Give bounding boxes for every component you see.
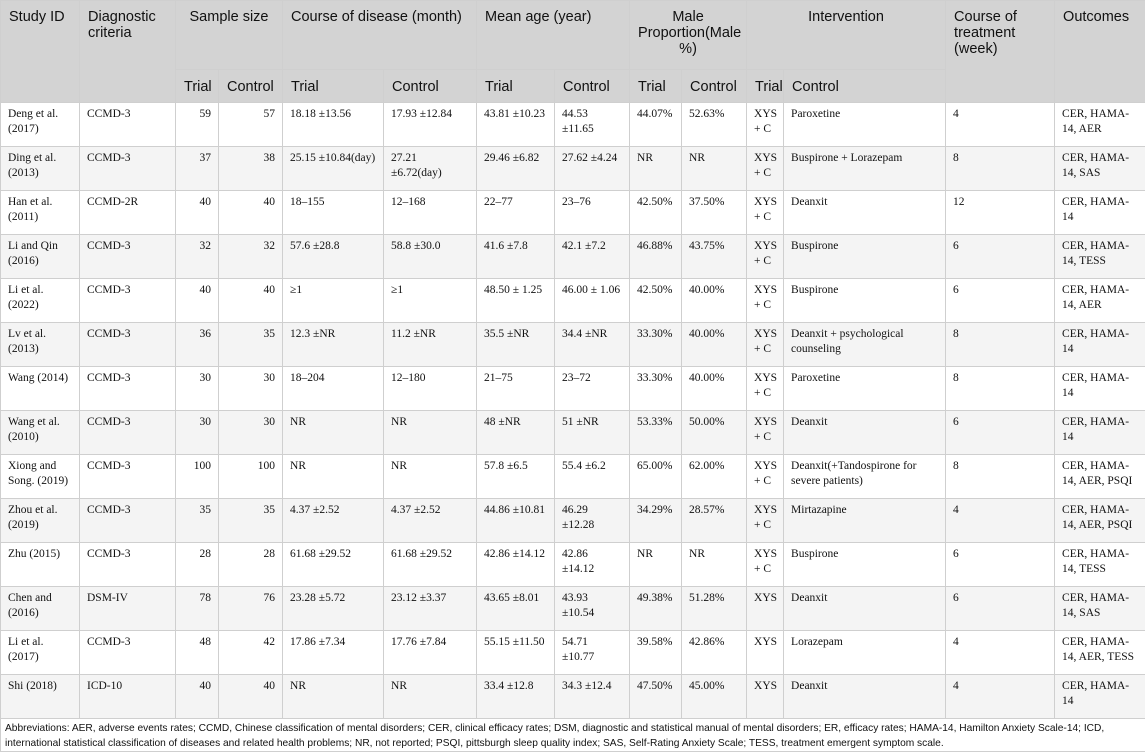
intervention-control-cell: Lorazepam [784, 631, 946, 675]
study-id-cell: Li and Qin (2016) [1, 235, 80, 279]
outcomes-cell: CER, HAMA-14 [1055, 411, 1145, 455]
outcomes-cell: CER, HAMA-14, AER, PSQI [1055, 499, 1145, 543]
course-control-cell: 17.76 ±7.84 [384, 631, 477, 675]
intervention-trial-cell: XYS + C [747, 103, 784, 147]
course-control-cell: 12–180 [384, 367, 477, 411]
intervention-control-cell: Deanxit(+Tandospirone for severe patients) [784, 455, 946, 499]
intervention-trial-cell: XYS + C [747, 499, 784, 543]
male-trial-cell: 65.00% [630, 455, 682, 499]
diagnostic-criteria-cell: CCMD-3 [80, 543, 176, 587]
course-trial-cell: 12.3 ±NR [283, 323, 384, 367]
male-control-cell: 42.86% [682, 631, 747, 675]
header-age-trial: Trial [477, 70, 555, 103]
treatment-weeks-cell: 8 [946, 455, 1055, 499]
sample-control-cell: 30 [219, 411, 283, 455]
age-control-cell: 34.4 ±NR [555, 323, 630, 367]
table-row [1, 191, 1145, 235]
age-trial-cell: 48.50 ± 1.25 [477, 279, 555, 323]
table-row [1, 147, 1145, 191]
age-trial-cell: 48 ±NR [477, 411, 555, 455]
sample-trial-cell: 40 [176, 279, 219, 323]
sample-control-cell: 40 [219, 279, 283, 323]
age-control-cell: 42.86 ±14.12 [555, 543, 630, 587]
sample-trial-cell: 28 [176, 543, 219, 587]
male-control-cell: 51.28% [682, 587, 747, 631]
header-cod-trial: Trial [283, 70, 384, 103]
study-id-cell: Li et al. (2017) [1, 631, 80, 675]
course-trial-cell: 25.15 ±10.84(day) [283, 147, 384, 191]
intervention-trial-cell: XYS + C [747, 367, 784, 411]
sample-control-cell: 32 [219, 235, 283, 279]
course-control-cell: ≥1 [384, 279, 477, 323]
intervention-trial-cell: XYS + C [747, 323, 784, 367]
intervention-control-cell: Mirtazapine [784, 499, 946, 543]
treatment-weeks-cell: 4 [946, 675, 1055, 719]
course-trial-cell: 4.37 ±2.52 [283, 499, 384, 543]
sample-trial-cell: 30 [176, 367, 219, 411]
age-trial-cell: 21–75 [477, 367, 555, 411]
header-int-trial: Trial [747, 70, 784, 103]
intervention-control-cell: Deanxit [784, 587, 946, 631]
intervention-control-cell: Buspirone [784, 279, 946, 323]
header-outcomes: Outcomes [1055, 1, 1145, 103]
outcomes-cell: CER, HAMA-14, TESS [1055, 235, 1145, 279]
table-row [1, 587, 1145, 631]
treatment-weeks-cell: 6 [946, 235, 1055, 279]
age-trial-cell: 43.65 ±8.01 [477, 587, 555, 631]
course-trial-cell: 18–204 [283, 367, 384, 411]
age-trial-cell: 57.8 ±6.5 [477, 455, 555, 499]
age-trial-cell: 55.15 ±11.50 [477, 631, 555, 675]
table-row [1, 367, 1145, 411]
male-trial-cell: 46.88% [630, 235, 682, 279]
outcomes-cell: CER, HAMA-14, AER, TESS [1055, 631, 1145, 675]
sample-trial-cell: 78 [176, 587, 219, 631]
sample-control-cell: 38 [219, 147, 283, 191]
course-control-cell: NR [384, 675, 477, 719]
male-control-cell: NR [682, 147, 747, 191]
male-control-cell: 40.00% [682, 279, 747, 323]
course-control-cell: 23.12 ±3.37 [384, 587, 477, 631]
age-control-cell: 34.3 ±12.4 [555, 675, 630, 719]
intervention-control-cell: Deanxit [784, 191, 946, 235]
course-trial-cell: NR [283, 675, 384, 719]
outcomes-cell: CER, HAMA-14, AER [1055, 103, 1145, 147]
treatment-weeks-cell: 4 [946, 631, 1055, 675]
table-row [1, 279, 1145, 323]
intervention-control-cell: Deanxit [784, 675, 946, 719]
male-control-cell: 52.63% [682, 103, 747, 147]
table-row [1, 235, 1145, 279]
outcomes-cell: CER, HAMA-14 [1055, 323, 1145, 367]
table-row [1, 411, 1145, 455]
sample-trial-cell: 48 [176, 631, 219, 675]
sample-control-cell: 76 [219, 587, 283, 631]
course-control-cell: 4.37 ±2.52 [384, 499, 477, 543]
male-trial-cell: 33.30% [630, 367, 682, 411]
header-mean-age: Mean age (year) [477, 1, 630, 70]
age-control-cell: 23–72 [555, 367, 630, 411]
intervention-trial-cell: XYS + C [747, 279, 784, 323]
course-trial-cell: 18.18 ±13.56 [283, 103, 384, 147]
intervention-trial-cell: XYS [747, 631, 784, 675]
male-control-cell: 50.00% [682, 411, 747, 455]
male-trial-cell: 34.29% [630, 499, 682, 543]
study-id-cell: Zhu (2015) [1, 543, 80, 587]
male-control-cell: 37.50% [682, 191, 747, 235]
header-male-control: Control [682, 70, 747, 103]
diagnostic-criteria-cell: CCMD-3 [80, 147, 176, 191]
male-control-cell: NR [682, 543, 747, 587]
outcomes-cell: CER, HAMA-14 [1055, 191, 1145, 235]
diagnostic-criteria-cell: ICD-10 [80, 675, 176, 719]
course-control-cell: 11.2 ±NR [384, 323, 477, 367]
sample-control-cell: 35 [219, 323, 283, 367]
study-id-cell: Xiong and Song. (2019) [1, 455, 80, 499]
course-control-cell: 17.93 ±12.84 [384, 103, 477, 147]
intervention-control-cell: Buspirone [784, 235, 946, 279]
table-row [1, 103, 1145, 147]
male-trial-cell: 47.50% [630, 675, 682, 719]
course-trial-cell: 23.28 ±5.72 [283, 587, 384, 631]
intervention-trial-cell: XYS [747, 675, 784, 719]
sample-control-cell: 57 [219, 103, 283, 147]
sample-control-cell: 28 [219, 543, 283, 587]
intervention-trial-cell: XYS + C [747, 147, 784, 191]
course-control-cell: 58.8 ±30.0 [384, 235, 477, 279]
header-int-control: Control [784, 70, 946, 103]
course-control-cell: NR [384, 411, 477, 455]
study-id-cell: Deng et al. (2017) [1, 103, 80, 147]
male-trial-cell: 39.58% [630, 631, 682, 675]
treatment-weeks-cell: 12 [946, 191, 1055, 235]
sample-control-cell: 100 [219, 455, 283, 499]
male-control-cell: 62.00% [682, 455, 747, 499]
sample-trial-cell: 100 [176, 455, 219, 499]
sample-control-cell: 40 [219, 191, 283, 235]
male-trial-cell: 44.07% [630, 103, 682, 147]
age-control-cell: 42.1 ±7.2 [555, 235, 630, 279]
intervention-trial-cell: XYS + C [747, 411, 784, 455]
diagnostic-criteria-cell: DSM-IV [80, 587, 176, 631]
intervention-control-cell: Paroxetine [784, 103, 946, 147]
course-trial-cell: 57.6 ±28.8 [283, 235, 384, 279]
sample-control-cell: 35 [219, 499, 283, 543]
sample-trial-cell: 32 [176, 235, 219, 279]
header-intervention: Intervention [747, 1, 946, 70]
intervention-trial-cell: XYS + C [747, 543, 784, 587]
sample-control-cell: 42 [219, 631, 283, 675]
diagnostic-criteria-cell: CCMD-3 [80, 279, 176, 323]
header-sample-control: Control [219, 70, 283, 103]
outcomes-cell: CER, HAMA-14, AER [1055, 279, 1145, 323]
age-control-cell: 23–76 [555, 191, 630, 235]
outcomes-cell: CER, HAMA-14, TESS [1055, 543, 1145, 587]
header-course-of-treatment: Course of treatment (week) [946, 1, 1055, 103]
treatment-weeks-cell: 8 [946, 323, 1055, 367]
male-control-cell: 45.00% [682, 675, 747, 719]
treatment-weeks-cell: 6 [946, 411, 1055, 455]
male-trial-cell: 53.33% [630, 411, 682, 455]
age-trial-cell: 35.5 ±NR [477, 323, 555, 367]
male-trial-cell: NR [630, 147, 682, 191]
course-trial-cell: NR [283, 411, 384, 455]
male-trial-cell: 33.30% [630, 323, 682, 367]
diagnostic-criteria-cell: CCMD-3 [80, 323, 176, 367]
male-trial-cell: 49.38% [630, 587, 682, 631]
intervention-control-cell: Buspirone + Lorazepam [784, 147, 946, 191]
treatment-weeks-cell: 4 [946, 499, 1055, 543]
course-trial-cell: 18–155 [283, 191, 384, 235]
study-id-cell: Wang (2014) [1, 367, 80, 411]
diagnostic-criteria-cell: CCMD-3 [80, 411, 176, 455]
intervention-control-cell: Deanxit + psychological counseling [784, 323, 946, 367]
header-male-trial: Trial [630, 70, 682, 103]
sample-control-cell: 30 [219, 367, 283, 411]
header-sample-trial: Trial [176, 70, 219, 103]
study-id-cell: Shi (2018) [1, 675, 80, 719]
intervention-trial-cell: XYS + C [747, 191, 784, 235]
diagnostic-criteria-cell: CCMD-3 [80, 455, 176, 499]
male-control-cell: 40.00% [682, 323, 747, 367]
age-trial-cell: 22–77 [477, 191, 555, 235]
age-control-cell: 51 ±NR [555, 411, 630, 455]
age-trial-cell: 42.86 ±14.12 [477, 543, 555, 587]
sample-trial-cell: 37 [176, 147, 219, 191]
header-diagnostic-criteria: Diagnostic criteria [80, 1, 176, 103]
male-control-cell: 40.00% [682, 367, 747, 411]
intervention-trial-cell: XYS [747, 587, 784, 631]
header-course-of-disease: Course of disease (month) [283, 1, 477, 70]
diagnostic-criteria-cell: CCMD-3 [80, 631, 176, 675]
intervention-trial-cell: XYS + C [747, 235, 784, 279]
outcomes-cell: CER, HAMA-14 [1055, 367, 1145, 411]
table-row [1, 499, 1145, 543]
study-id-cell: Lv et al. (2013) [1, 323, 80, 367]
header-sample-size: Sample size [176, 1, 283, 70]
header-cod-control: Control [384, 70, 477, 103]
course-trial-cell: NR [283, 455, 384, 499]
table-row [1, 455, 1145, 499]
outcomes-cell: CER, HAMA-14, SAS [1055, 147, 1145, 191]
treatment-weeks-cell: 8 [946, 367, 1055, 411]
diagnostic-criteria-cell: CCMD-3 [80, 367, 176, 411]
age-trial-cell: 33.4 ±12.8 [477, 675, 555, 719]
study-id-cell: Han et al. (2011) [1, 191, 80, 235]
male-control-cell: 43.75% [682, 235, 747, 279]
age-control-cell: 27.62 ±4.24 [555, 147, 630, 191]
course-control-cell: 12–168 [384, 191, 477, 235]
course-control-cell: NR [384, 455, 477, 499]
treatment-weeks-cell: 4 [946, 103, 1055, 147]
age-control-cell: 46.29 ±12.28 [555, 499, 630, 543]
treatment-weeks-cell: 6 [946, 587, 1055, 631]
intervention-control-cell: Buspirone [784, 543, 946, 587]
study-id-cell: Wang et al. (2010) [1, 411, 80, 455]
study-id-cell: Li et al. (2022) [1, 279, 80, 323]
treatment-weeks-cell: 6 [946, 543, 1055, 587]
male-trial-cell: NR [630, 543, 682, 587]
male-control-cell: 28.57% [682, 499, 747, 543]
treatment-weeks-cell: 8 [946, 147, 1055, 191]
age-control-cell: 43.93 ±10.54 [555, 587, 630, 631]
table-body [1, 103, 1145, 719]
diagnostic-criteria-cell: CCMD-3 [80, 103, 176, 147]
sample-control-cell: 40 [219, 675, 283, 719]
table-header [1, 1, 1145, 103]
diagnostic-criteria-cell: CCMD-3 [80, 235, 176, 279]
intervention-control-cell: Paroxetine [784, 367, 946, 411]
male-trial-cell: 42.50% [630, 279, 682, 323]
table-row [1, 675, 1145, 719]
course-trial-cell: 61.68 ±29.52 [283, 543, 384, 587]
header-male-proportion: Male Proportion(Male %) [630, 1, 747, 70]
study-id-cell: Chen and (2016) [1, 587, 80, 631]
table-row [1, 543, 1145, 587]
table-row [1, 323, 1145, 367]
age-trial-cell: 43.81 ±10.23 [477, 103, 555, 147]
outcomes-cell: CER, HAMA-14, SAS [1055, 587, 1145, 631]
age-control-cell: 54.71 ±10.77 [555, 631, 630, 675]
sample-trial-cell: 30 [176, 411, 219, 455]
age-control-cell: 44.53 ±11.65 [555, 103, 630, 147]
age-control-cell: 46.00 ± 1.06 [555, 279, 630, 323]
course-trial-cell: ≥1 [283, 279, 384, 323]
sample-trial-cell: 59 [176, 103, 219, 147]
age-trial-cell: 29.46 ±6.82 [477, 147, 555, 191]
outcomes-cell: CER, HAMA-14 [1055, 675, 1145, 719]
age-trial-cell: 44.86 ±10.81 [477, 499, 555, 543]
outcomes-cell: CER, HAMA-14, AER, PSQI [1055, 455, 1145, 499]
course-control-cell: 61.68 ±29.52 [384, 543, 477, 587]
sample-trial-cell: 40 [176, 191, 219, 235]
diagnostic-criteria-cell: CCMD-3 [80, 499, 176, 543]
course-control-cell: 27.21 ±6.72(day) [384, 147, 477, 191]
diagnostic-criteria-cell: CCMD-2R [80, 191, 176, 235]
age-trial-cell: 41.6 ±7.8 [477, 235, 555, 279]
course-trial-cell: 17.86 ±7.34 [283, 631, 384, 675]
header-study-id: Study ID [1, 1, 80, 103]
sample-trial-cell: 36 [176, 323, 219, 367]
intervention-control-cell: Deanxit [784, 411, 946, 455]
sample-trial-cell: 35 [176, 499, 219, 543]
age-control-cell: 55.4 ±6.2 [555, 455, 630, 499]
sample-trial-cell: 40 [176, 675, 219, 719]
table-row [1, 631, 1145, 675]
study-id-cell: Zhou et al. (2019) [1, 499, 80, 543]
header-age-control: Control [555, 70, 630, 103]
treatment-weeks-cell: 6 [946, 279, 1055, 323]
abbreviations-footnote: Abbreviations: AER, adverse events rates; CCMD, Chinese classification of mental disorders; CER, clinical efficacy rates; DSM, diagnostic and statistical manual of mental disorders; ER, efficacy rates; HAMA-14, Hamilton Anxiety Scale-14; ICD, international statistical classification of diseases and related health problems; NR, not reported; PSQI, pittsburgh sleep quality index; SAS, Self-Rating Anxiety Scale; TESS, treatment emergent symptom scale. [1, 719, 1145, 752]
study-id-cell: Ding et al. (2013) [1, 147, 80, 191]
intervention-trial-cell: XYS + C [747, 455, 784, 499]
male-trial-cell: 42.50% [630, 191, 682, 235]
